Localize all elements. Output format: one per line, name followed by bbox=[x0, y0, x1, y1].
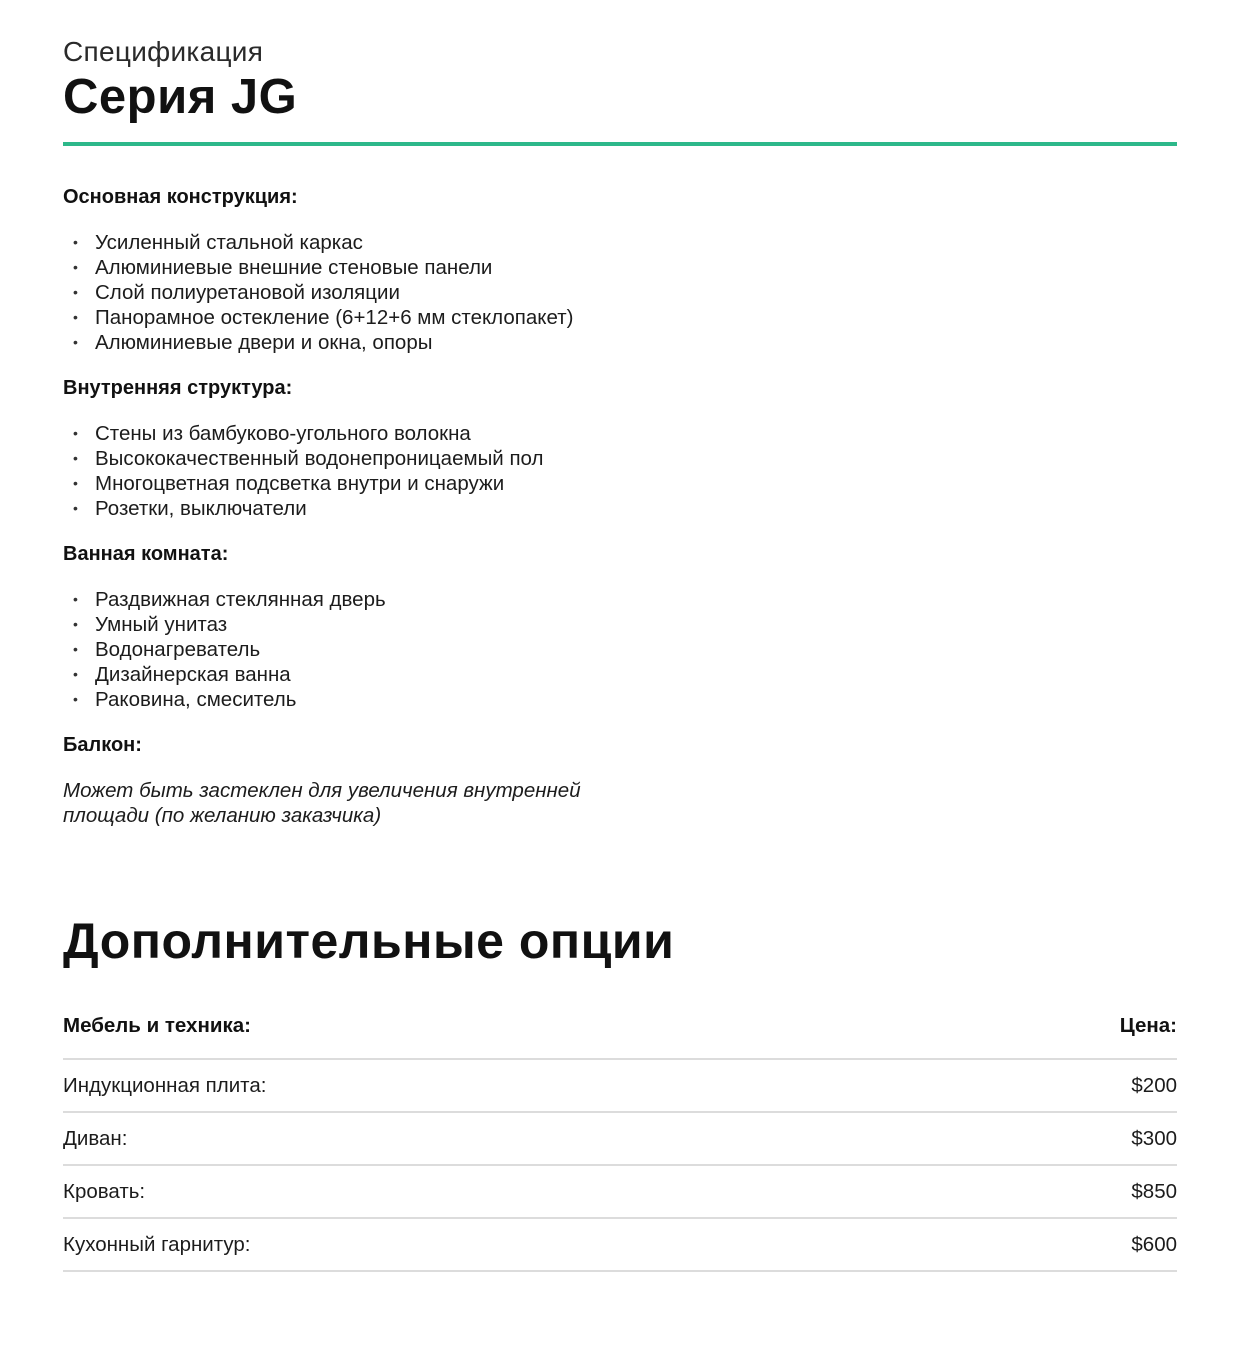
option-price: $300 bbox=[1131, 1126, 1177, 1150]
column-header-price: Цена: bbox=[1119, 1014, 1177, 1037]
section-heading-interior: Внутренняя структура: bbox=[63, 377, 293, 399]
option-price: $200 bbox=[1131, 1073, 1177, 1097]
option-name: Индукционная плита: bbox=[63, 1073, 267, 1097]
table-row bbox=[63, 1219, 1177, 1272]
options-title: Дополнительные опции bbox=[63, 913, 675, 969]
list-item: • Раздвижная стеклянная дверь bbox=[63, 587, 603, 612]
bathroom-list bbox=[63, 587, 603, 712]
specifications bbox=[63, 184, 603, 828]
table-row bbox=[63, 1166, 1177, 1219]
section-heading-main-construction: Основная конструкция: bbox=[63, 186, 298, 208]
list-item: • Раковина, смеситель bbox=[63, 687, 603, 712]
list-item: • Водонагреватель bbox=[63, 637, 603, 662]
option-price: $600 bbox=[1131, 1232, 1177, 1256]
document-subtitle: Спецификация bbox=[63, 36, 264, 67]
balcony-note: Может быть застеклен для увеличения внутренней площади (по желанию заказчика) bbox=[63, 779, 581, 827]
list-item: • Стены из бамбуково-угольного волокна bbox=[63, 421, 603, 446]
interior-list bbox=[63, 421, 603, 521]
spec-page bbox=[63, 34, 1177, 1272]
option-name: Кровать: bbox=[63, 1179, 146, 1203]
option-name: Диван: bbox=[63, 1126, 128, 1150]
list-item: • Высококачественный водонепроницаемый пол bbox=[63, 446, 603, 471]
table-row bbox=[63, 1113, 1177, 1166]
list-item: • Алюминиевые двери и окна, опоры bbox=[63, 330, 603, 355]
list-item: • Панорамное остекление (6+12+6 мм стеклопакет) bbox=[63, 305, 603, 330]
main-construction-list bbox=[63, 230, 603, 355]
list-item: • Многоцветная подсветка внутри и снаружи bbox=[63, 471, 603, 496]
section-heading-bathroom: Ванная комната: bbox=[63, 543, 229, 565]
list-item: • Слой полиуретановой изоляции bbox=[63, 280, 603, 305]
list-item: • Дизайнерская ванна bbox=[63, 662, 603, 687]
accent-divider bbox=[63, 142, 1177, 146]
option-price: $850 bbox=[1131, 1179, 1177, 1203]
section-heading-balcony: Балкон: bbox=[63, 734, 142, 756]
options-table-header bbox=[63, 1012, 1177, 1060]
options-table bbox=[63, 1012, 1177, 1272]
list-item: • Умный унитаз bbox=[63, 612, 603, 637]
document-title: Серия JG bbox=[63, 70, 298, 124]
table-row bbox=[63, 1060, 1177, 1113]
column-header-item: Мебель и техника: bbox=[63, 1014, 251, 1037]
list-item: • Усиленный стальной каркас bbox=[63, 230, 603, 255]
list-item: • Розетки, выключатели bbox=[63, 496, 603, 521]
option-name: Кухонный гарнитур: bbox=[63, 1232, 251, 1256]
list-item: • Алюминиевые внешние стеновые панели bbox=[63, 255, 603, 280]
